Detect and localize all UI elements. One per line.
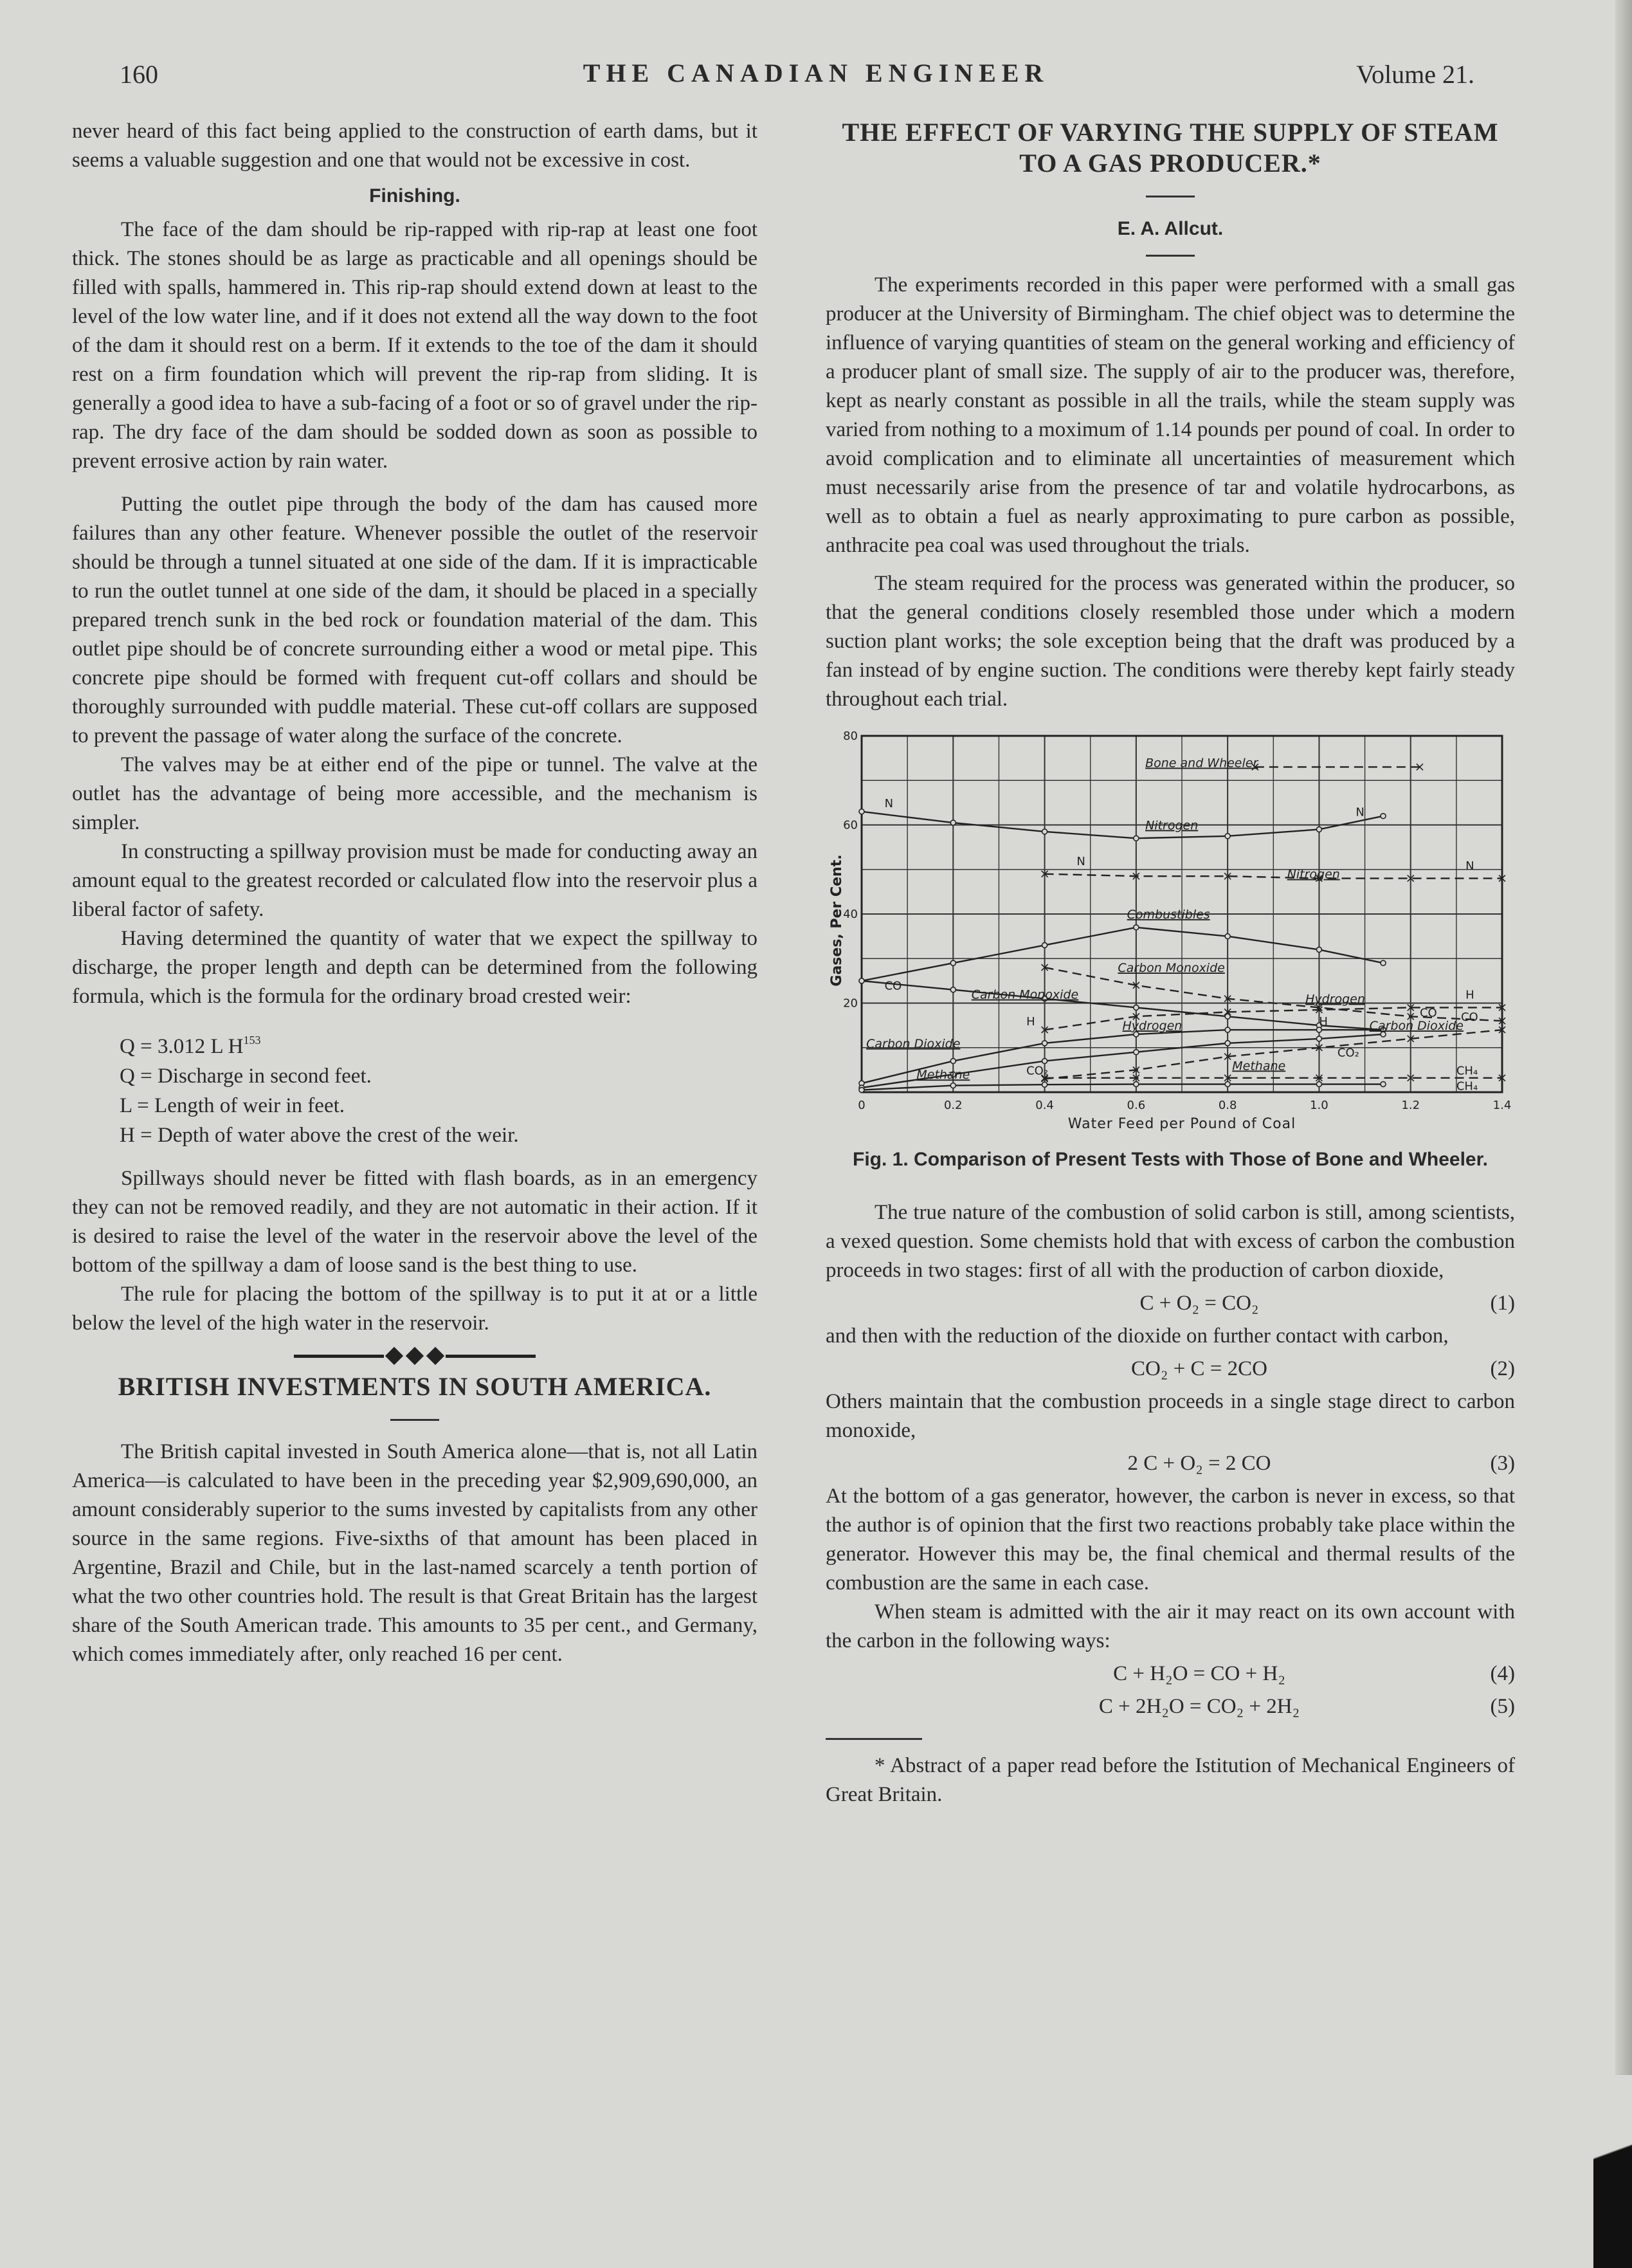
curve-annotation: CH₄ bbox=[1456, 1064, 1478, 1078]
y-tick-label: 40 bbox=[843, 908, 858, 921]
series-line bbox=[862, 1084, 1383, 1090]
data-point bbox=[1042, 1082, 1047, 1087]
footnote: * Abstract of a paper read before the Istitution of Mechanical Engineers of Great Britain. bbox=[826, 1754, 1515, 1806]
journal-title: THE CANADIAN ENGINEER bbox=[583, 59, 1049, 87]
volume-label: Volume 21. bbox=[1356, 60, 1474, 89]
curve-annotation: CH₄ bbox=[1456, 1079, 1478, 1093]
curve-annotation: N bbox=[1076, 854, 1085, 868]
x-tick-label: 1.4 bbox=[1492, 1099, 1512, 1112]
author-name: E. A. Allcut. bbox=[1117, 218, 1224, 239]
equation-4 bbox=[826, 1660, 1515, 1688]
x-tick-label: 0 bbox=[858, 1099, 866, 1112]
formula-main: Q = 3.012 L H bbox=[120, 1035, 244, 1058]
data-point bbox=[859, 1088, 864, 1093]
x-axis-label: Water Feed per Pound of Coal bbox=[1067, 1116, 1296, 1132]
right-column bbox=[826, 117, 1515, 1809]
series-label: Bone and Wheeler bbox=[1145, 756, 1258, 771]
data-point bbox=[1225, 834, 1230, 839]
ornament-divider bbox=[72, 1349, 757, 1362]
data-point bbox=[1225, 1041, 1230, 1046]
data-point bbox=[950, 820, 956, 825]
data-point bbox=[1042, 942, 1047, 947]
section-heading: Finishing. bbox=[369, 185, 460, 206]
data-point bbox=[1225, 934, 1230, 939]
equation-number: (3) bbox=[1490, 1452, 1515, 1475]
equation-1 bbox=[826, 1289, 1515, 1318]
data-point bbox=[1225, 1082, 1230, 1087]
data-point bbox=[950, 987, 956, 992]
figure-caption bbox=[826, 1147, 1515, 1173]
paragraph: The steam required for the process was generated within the producer, so that the general conditions closely resembled those under which a modern suction plant works; the sole exception being that the draft was produced by a fan instead of by engine suction. The conditions were thereby kept fairly steady throughout each trial. bbox=[826, 572, 1515, 711]
x-tick-label: 0.2 bbox=[943, 1099, 963, 1112]
x-tick-label: 1.0 bbox=[1310, 1099, 1328, 1112]
divider bbox=[390, 1419, 439, 1421]
paragraph: Putting the outlet pipe through the body of the dam has caused more failures than any other feature. Whenever possible the outlet of the reservoir should be through a tunnel situated at one side of the dam. If it is impracticable to run the outlet tunnel at one side of the dam, it should be placed in a specially prepared trench sunk in the bed rock or foundation material of the dam. This outlet pipe should be of concrete surrounding either a wood or metal pipe. This concrete pipe should be formed with frequent cut-off collars and should be thoroughly surrounded with puddle material. These cut-off collars are supposed to prevent the passage of water along the surface of the concrete. bbox=[72, 493, 757, 747]
paragraph: Having determined the quantity of water that we expect the spillway to discharge, the proper length and depth can be determined from the following formula, which is the formula for the ordinary broad crested weir: bbox=[72, 927, 757, 1008]
paragraph: never heard of this fact being applied to the construction of earth dams, but it seems a valuable suggestion and one that would not be excessive in cost. bbox=[72, 120, 757, 172]
data-point bbox=[1042, 1059, 1047, 1064]
y-tick-label: 20 bbox=[843, 996, 858, 1011]
paragraph: and then with the reduction of the dioxide on further contact with carbon, bbox=[826, 1324, 1449, 1348]
data-point bbox=[1134, 925, 1139, 930]
curve-annotation: CO bbox=[1460, 1011, 1478, 1025]
x-tick-label: 1.2 bbox=[1401, 1099, 1420, 1112]
series-label: Methane bbox=[916, 1068, 970, 1083]
paragraph: Spillways should never be fitted with flash boards, as in an emergency they can not be removed readily, and they are not automatic in their action. If it is desired to raise the level of the water in the reservoir above the level of the bottom of the spillway a dam of loose sand is the best thing to use. bbox=[72, 1167, 757, 1277]
formula-h: H = Depth of water above the crest of the weir. bbox=[120, 1124, 519, 1147]
equation-expression: CO₂ + C = 2CO bbox=[1131, 1357, 1267, 1380]
paragraph: In constructing a spillway provision must be made for conducting away an amount equal to the greatest recorded or calculated flow into the reservoir plus a liberal factor of safety. bbox=[72, 840, 757, 921]
series-label: Carbon Dioxide bbox=[1369, 1019, 1464, 1034]
footnote-rule bbox=[826, 1738, 922, 1740]
formula-q: Q = Discharge in second feet. bbox=[120, 1065, 372, 1088]
article-title-british: BRITISH INVESTMENTS IN SOUTH AMERICA. bbox=[118, 1372, 712, 1401]
equation-number: (1) bbox=[1490, 1292, 1515, 1315]
data-point bbox=[1381, 960, 1386, 965]
y-axis-label: Gases, Per Cent. bbox=[829, 854, 845, 987]
series-label: Hydrogen bbox=[1305, 992, 1365, 1007]
curve-annotation: CO₂ bbox=[1026, 1064, 1049, 1078]
paragraph: The experiments recorded in this paper were performed with a small gas producer at the University of Birmingham. The chief object was to determine the influence of varying quantities of steam on the general working and efficiency of a producer plant of small size. The supply of air to the producer was, therefore, kept as nearly constant as possible in all the trails, while the steam supply was varied from nothing to a moximum of 1.14 pounds per pound of coal. In order to avoid complication and to eliminate all uncertainties of measurement which must necessarily arise from the presence of tar and volatile hydrocarbons, as well as to obtain a fuel as nearly approximating to pure carbon as possible, anthracite pea coal was used throughout the trials. bbox=[826, 273, 1515, 557]
paragraph: The rule for placing the bottom of the spillway is to put it at or a little below the level of the high water in the reservoir. bbox=[72, 1283, 757, 1335]
equation-5 bbox=[826, 1692, 1515, 1721]
series-label: Carbon Monoxide bbox=[971, 987, 1079, 1002]
figure-1 bbox=[826, 727, 1515, 1173]
gas-composition-chart bbox=[826, 727, 1515, 1132]
y-tick-label: 60 bbox=[843, 818, 858, 832]
figure-caption-text: Comparison of Present Tests with Those of Bone and Wheeler. bbox=[914, 1149, 1488, 1170]
data-point bbox=[859, 978, 864, 983]
data-point bbox=[1316, 827, 1321, 832]
data-point bbox=[1316, 1082, 1321, 1087]
equation-expression: C + 2H₂O = CO₂ + 2H₂ bbox=[1098, 1695, 1300, 1718]
data-point bbox=[859, 809, 864, 814]
page-edge bbox=[1615, 0, 1632, 2268]
curve-annotation: N bbox=[884, 796, 894, 810]
data-point bbox=[1134, 1082, 1139, 1087]
paragraph: Others maintain that the combustion proceeds in a single stage direct to carbon monoxide, bbox=[826, 1390, 1515, 1442]
weir-formula bbox=[120, 1025, 757, 1150]
series-label: Combustibles bbox=[1127, 907, 1210, 922]
paragraph: At the bottom of a gas generator, however, the carbon is never in excess, so that the author is of opinion that the first two reactions probably take place within the generator. However this may be, the final chemical and thermal results of the combustion are the same in each case. bbox=[826, 1485, 1515, 1595]
data-point bbox=[1042, 1041, 1047, 1046]
equation-3 bbox=[826, 1449, 1515, 1478]
data-point bbox=[950, 1083, 956, 1088]
equation-expression: 2 C + O₂ = 2 CO bbox=[1127, 1452, 1271, 1475]
data-point bbox=[1134, 1050, 1139, 1055]
equation-expression: C + H₂O = CO + H₂ bbox=[1113, 1662, 1285, 1685]
x-tick-label: 0.4 bbox=[1035, 1099, 1054, 1112]
data-point bbox=[1381, 1082, 1386, 1087]
page-curl bbox=[1593, 2075, 1632, 2268]
equation-number: (4) bbox=[1490, 1662, 1515, 1685]
x-tick-label: 0.8 bbox=[1218, 1099, 1237, 1112]
paragraph: When steam is admitted with the air it may react on its own account with the carbon in the following ways: bbox=[826, 1600, 1515, 1652]
curve-annotation: CO bbox=[1419, 1006, 1437, 1020]
data-point bbox=[1042, 829, 1047, 834]
curve-annotation: CO bbox=[884, 979, 902, 993]
paragraph: The true nature of the combustion of solid carbon is still, among scientists, a vexed question. Some chemists hold that with excess of carbon the combustion proceeds in two stages: first of all with the production of carbon dioxide, bbox=[826, 1201, 1515, 1282]
series-label: Nitrogen bbox=[1145, 818, 1199, 833]
article-title-gas-producer: THE EFFECT OF VARYING THE SUPPLY OF STEAM TO A GAS PRODUCER.* bbox=[842, 118, 1499, 178]
equation-2 bbox=[826, 1355, 1515, 1384]
data-point bbox=[1225, 1027, 1230, 1032]
curve-annotation: H bbox=[1026, 1015, 1035, 1029]
curve-annotation: N bbox=[1465, 859, 1474, 873]
series-label: Carbon Monoxide bbox=[1118, 961, 1225, 976]
x-tick-label: 0.6 bbox=[1127, 1099, 1146, 1112]
divider bbox=[1146, 196, 1195, 197]
series-label: Nitrogen bbox=[1287, 867, 1340, 882]
equation-expression: C + O₂ = CO₂ bbox=[1139, 1292, 1259, 1315]
curve-annotation: N bbox=[1355, 805, 1365, 819]
paragraph: The face of the dam should be rip-rapped with rip-rap at least one foot thick. The stones should be as large as practicable and all openings should be filled with spalls, hammered in. This rip-rap should extend down at least to the level of the low water line, and if it does not extend all the way down to the foot of the dam it should rest on a berm. If it extends to the toe of the dam it should rest on a firm foundation which will prevent the rip-rap from sliding. It is generally a good idea to have a sub-facing of a foot or so of gravel under the rip-rap. The dry face of the dam should be sodded down as soon as possible to prevent errosive action by rain water. bbox=[72, 218, 757, 473]
left-column bbox=[72, 117, 757, 1669]
formula-l: L = Length of weir in feet. bbox=[120, 1094, 345, 1117]
paragraph: The valves may be at either end of the pipe or tunnel. The valve at the outlet has the advantage of being more accessible, and the mechanism is simpler. bbox=[72, 753, 757, 834]
paragraph: The British capital invested in South America alone—that is, not all Latin America—is calculated to have been in the preceding year $2,909,690,000, an amount considerably superior to the sums invested by capitalists from any other source in the same regions. Five-sixths of that amount has been placed in Argentine, Brazil and Chile, but in the last-named scarcely a tenth portion of what the two other countries hold. The result is that Great Britain has the largest share of the South American trade. This amounts to 35 per cent., and Germany, which comes immediately after, only reached 16 per cent. bbox=[72, 1440, 757, 1666]
series-label: Carbon Dioxide bbox=[866, 1036, 961, 1051]
figure-number: Fig. 1. bbox=[853, 1149, 909, 1170]
data-point bbox=[950, 1059, 956, 1064]
data-point bbox=[1225, 1014, 1230, 1019]
page-number: 160 bbox=[120, 60, 158, 89]
equation-number: (5) bbox=[1490, 1695, 1515, 1718]
data-point bbox=[1134, 1005, 1139, 1010]
series-label: Methane bbox=[1232, 1059, 1286, 1074]
curve-annotation: H bbox=[1319, 1015, 1328, 1029]
data-point bbox=[1134, 836, 1139, 841]
formula-exponent: 153 bbox=[243, 1034, 261, 1047]
curve-annotation: CO₂ bbox=[1337, 1046, 1359, 1060]
data-point bbox=[1316, 1036, 1321, 1041]
data-point bbox=[1316, 947, 1321, 952]
equation-number: (2) bbox=[1490, 1357, 1515, 1380]
running-header bbox=[0, 55, 1632, 94]
series-label: Hydrogen bbox=[1122, 1019, 1183, 1034]
data-point bbox=[950, 960, 956, 965]
y-tick-label: 80 bbox=[843, 729, 858, 743]
curve-annotation: H bbox=[1465, 988, 1474, 1002]
data-point bbox=[1381, 814, 1386, 819]
divider bbox=[1146, 255, 1195, 257]
